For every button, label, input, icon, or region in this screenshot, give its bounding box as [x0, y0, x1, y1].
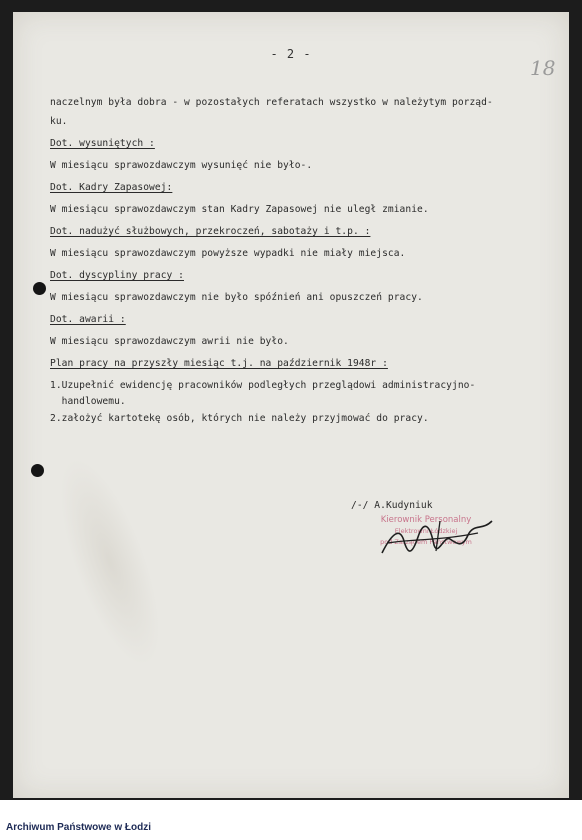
- section-heading: Dot. dyscypliny pracy :: [50, 270, 184, 281]
- section-heading: Dot. nadużyć służbowych, przekroczeń, sabotaży i t.p. :: [50, 226, 371, 237]
- typed-signature: /-/ A.Kudyniuk: [351, 500, 433, 511]
- body-line: naczelnym była dobra - w pozostałych referatach wszystko w należytym porząd-: [50, 97, 493, 108]
- section-heading: Dot. wysuniętych :: [50, 138, 155, 149]
- stamp-line: Kierownik Personalny: [380, 515, 472, 525]
- page-number: - 2 -: [270, 47, 312, 61]
- archive-name: Archiwum Państwowe w Łodzi: [6, 822, 152, 833]
- body-line: W miesiącu sprawozdawczym awrii nie było.: [50, 336, 289, 347]
- list-item-continuation: handlowemu.: [50, 396, 126, 407]
- handwritten-signature: [378, 515, 498, 563]
- body-line: W miesiącu sprawozdawczym nie było spóźnień ani opuszczeń pracy.: [50, 292, 423, 303]
- list-item: 1.Uzupełnić ewidencję pracowników podległych przeglądowi administracyjno-: [50, 380, 476, 391]
- section-heading: Dot. awarii :: [50, 314, 126, 325]
- punch-hole: [31, 464, 44, 477]
- body-line: ku.: [50, 116, 68, 127]
- archive-footer: [0, 800, 582, 840]
- archive-page-number: 18: [530, 56, 556, 80]
- body-line: W miesiącu sprawozdawczym wysunięć nie było-.: [50, 160, 313, 171]
- punch-hole: [33, 282, 46, 295]
- body-line: W miesiącu sprawozdawczym powyższe wypadki nie miały miejsca.: [50, 248, 406, 259]
- stamp-line: pod Zarządem Państwowym: [380, 538, 472, 546]
- stamp-line: Elektrowni Łódzkiej: [394, 527, 458, 535]
- paper-smudge: [39, 447, 180, 678]
- section-heading: Dot. Kadry Zapasowej:: [50, 182, 173, 193]
- body-line: W miesiącu sprawozdawczym stan Kadry Zapasowej nie uległ zmianie.: [50, 204, 429, 215]
- list-item: 2.założyć kartotekę osób, których nie należy przyjmować do pracy.: [50, 413, 429, 424]
- section-heading: Plan pracy na przyszły miesiąc t.j. na październik 1948r :: [50, 358, 388, 369]
